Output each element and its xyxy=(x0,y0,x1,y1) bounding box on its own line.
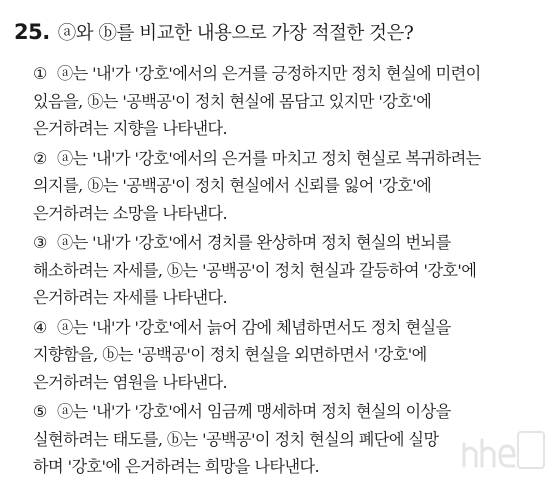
question-text: ⓐ와 ⓑ를 비교한 내용으로 가장 적절한 것은? xyxy=(57,23,414,44)
option-line: 하며 '강호'에 은거하려는 희망을 나타낸다. xyxy=(33,457,320,476)
option-number: ② xyxy=(33,148,47,168)
option-line: 있음을, ⓑ는 '공백공'이 정치 현실에 몸담고 있지만 '강호'에 xyxy=(33,91,432,111)
option-line: 실현하려는 태도를, ⓑ는 '공백공'이 정치 현실의 폐단에 실망 xyxy=(33,429,439,449)
option-text: ⓐ는 '내'가 '강호'에서의 은거를 마치고 정치 현실로 복귀하려는 xyxy=(57,148,481,168)
option-line: 의지를, ⓑ는 '공백공'이 정치 현실에서 신뢰를 잃어 '강호'에 xyxy=(33,176,432,195)
question-stem xyxy=(14,12,554,52)
option-text: ⓐ는 '내'가 '강호'에서 늙어 감에 체념하면서도 정치 현실을 xyxy=(57,317,451,337)
answer-option-1[interactable] xyxy=(33,60,551,143)
option-number: ③ xyxy=(33,233,47,252)
option-text: ⓐ는 '내'가 '강호'에서 임금께 맹세하며 정치 현실의 이상을 xyxy=(57,402,451,421)
option-text: ⓐ는 '내'가 '강호'에서 경치를 완상하며 정치 현실의 번뇌를 xyxy=(57,233,451,252)
option-line: 은거하려는 소망을 나타낸다. xyxy=(33,203,228,223)
question-number: 25. xyxy=(14,20,50,44)
option-line: 해소하려는 자세를, ⓑ는 '공백공'이 정치 현실과 갈등하여 '강호'에 xyxy=(33,260,477,280)
option-line: 은거하려는 지향을 나타낸다. xyxy=(33,119,228,138)
option-line: 은거하려는 자세를 나타낸다. xyxy=(33,288,228,307)
option-text: ⓐ는 '내'가 '강호'에서의 은거를 긍정하지만 정치 현실에 미련이 xyxy=(57,64,481,83)
answer-options xyxy=(33,60,551,483)
answer-option-3[interactable] xyxy=(33,229,551,312)
option-number: ④ xyxy=(33,317,47,337)
answer-option-2[interactable] xyxy=(33,145,551,228)
option-line: 지향함을, ⓑ는 '공백공'이 정치 현실을 외면하면서 '강호'에 xyxy=(33,345,427,364)
option-line xyxy=(33,145,551,173)
option-line xyxy=(33,229,551,257)
option-number: ① xyxy=(33,64,47,83)
answer-option-4[interactable] xyxy=(33,314,551,397)
option-number: ⑤ xyxy=(33,402,47,421)
option-line xyxy=(33,398,551,426)
option-line xyxy=(33,60,551,88)
option-line xyxy=(33,314,551,342)
option-line: 은거하려는 염원을 나타낸다. xyxy=(33,372,228,392)
watermark-logo xyxy=(460,426,546,474)
